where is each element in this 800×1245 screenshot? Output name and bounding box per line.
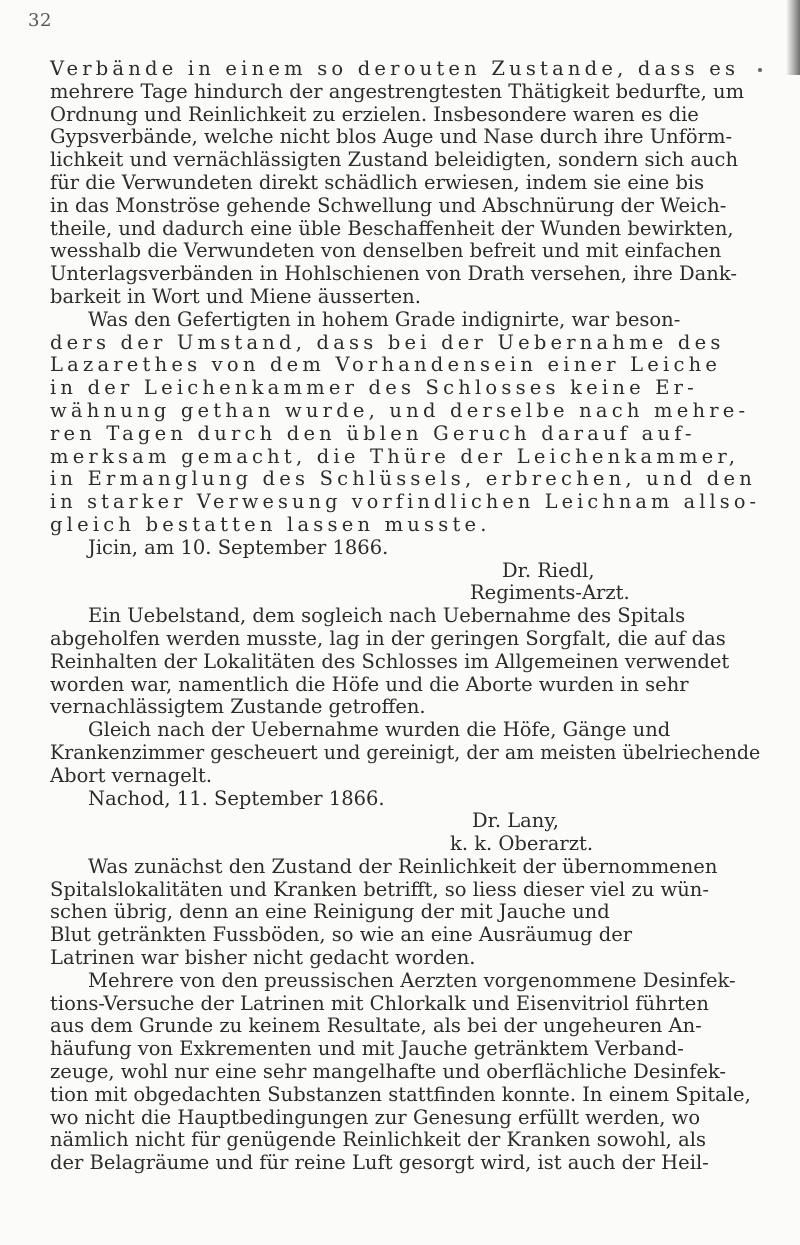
text-line: Verbände in einem so derouten Zustande, dass es — [50, 57, 740, 80]
signature-title: k. k. Oberarzt. — [450, 832, 594, 856]
text-line: Unterlagsverbänden in Hohlschienen von Drath versehen, ihre Dank- — [50, 262, 737, 286]
text-line: nämlich nicht für genügende Reinlichkeit der Kranken sowohl, als — [50, 1128, 706, 1152]
signature-place-date: Nachod, 11. September 1866. — [88, 786, 385, 810]
text-line: Spitalslokalitäten und Kranken betrifft, so liess dieser viel zu wün- — [50, 877, 709, 901]
text-line: für die Verwundeten direkt schädlich erwiesen, indem sie eine bis — [50, 170, 705, 194]
signature-place-date: Jicin, am 10. September 1866. — [88, 535, 389, 559]
text-line: mehrere Tage hindurch der angestrengtesten Thätigkeit bedurfte, um — [50, 79, 745, 103]
text-line: barkeit in Wort und Miene äusserten. — [50, 284, 421, 308]
text-line: lichkeit und vernächlässigten Zustand beleidigten, sondern sich auch — [50, 148, 739, 172]
text-line: Reinhalten der Lokalitäten des Schlosses im Allgemeinen verwendet — [50, 649, 730, 673]
text-line: theile, und dadurch eine üble Beschaffenheit der Wunden bewirkten, — [50, 216, 734, 240]
text-line: ren Tagen durch den üblen Geruch darauf auf- — [50, 421, 696, 445]
text-line: Gypsverbände, welche nicht blos Auge und Nase durch ihre Unförm- — [50, 125, 733, 149]
text-line: häufung von Exkrementen und mit Jauche getränktem Verband- — [50, 1037, 684, 1061]
text-line: in starker Verwesung vorfindlichen Leichnam allso- — [50, 490, 761, 514]
text-line: merksam gemacht, die Thüre der Leichenkammer, — [50, 444, 740, 468]
text-line: der Belagräume und für reine Luft gesorgt wird, ist auch der Heil- — [50, 1151, 709, 1175]
text-line: in das Monströse gehende Schwellung und Abschnürung der Weich- — [50, 193, 727, 217]
scan-edge-shadow — [786, 0, 800, 75]
signature-name: Dr. Lany, — [472, 809, 559, 833]
text-line: in Ermanglung des Schlüssels, erbrechen, und den — [50, 467, 756, 491]
body-text — [50, 58, 760, 1175]
text-line: gleich bestatten lassen musste. — [50, 512, 491, 536]
page-number: 32 — [28, 10, 52, 31]
text-line: Krankenzimmer gescheuert und gereinigt, der am meisten übelriechende — [50, 740, 761, 764]
signature-name: Dr. Riedl, — [502, 558, 595, 582]
text-line: in der Leichenkammer des Schlosses keine Er- — [50, 376, 698, 400]
text-line: schen übrig, denn an eine Reinigung der mit Jauche und — [50, 900, 610, 924]
text-line: Abort vernagelt. — [50, 763, 213, 787]
text-line: Was zunächst den Zustand der Reinlichkeit der übernommenen — [88, 854, 718, 878]
text-line: Lazarethes von dem Vorhandensein einer Leiche — [50, 353, 722, 377]
text-line: Latrinen war bisher nicht gedacht worden. — [50, 946, 476, 970]
text-line: Was den Gefertigten in hohem Grade indignirte, war beson- — [88, 307, 681, 331]
text-line: wesshalb die Verwundeten von denselben befreit und mit einfachen — [50, 239, 722, 263]
text-line: wo nicht die Hauptbedingungen zur Genesung erfüllt werden, wo — [50, 1105, 701, 1129]
text-line: tions-Versuche der Latrinen mit Chlorkalk und Eisenvitriol führten — [50, 991, 709, 1015]
text-line: vernachlässigtem Zustande getroffen. — [50, 695, 426, 719]
text-line: Blut getränkten Fussböden, so wie an eine Ausräumug der — [50, 923, 633, 947]
text-line: Mehrere von den preussischen Aerzten vorgenommene Desinfek- — [88, 968, 736, 992]
text-line: Ein Uebelstand, dem sogleich nach Uebernahme des Spitals — [88, 604, 686, 628]
text-line: aus dem Grunde zu keinem Resultate, als bei der ungeheuren An- — [50, 1014, 702, 1038]
text-line: abgeholfen werden musste, lag in der geringen Sorgfalt, die auf das — [50, 626, 726, 650]
text-line: wähnung gethan wurde, und derselbe nach mehre- — [50, 398, 750, 422]
text-line: Ordnung und Reinlichkeit zu erzielen. Insbesondere waren es die — [50, 102, 699, 126]
signature-title: Regiments-Arzt. — [470, 581, 630, 605]
text-line: ders der Umstand, dass bei der Uebernahme des — [50, 330, 725, 354]
text-line: tion mit obgedachten Substanzen stattfinden konnte. In einem Spitale, — [50, 1082, 751, 1106]
text-line: zeuge, wohl nur eine sehr mangelhafte und oberflächliche Desinfek- — [50, 1060, 726, 1084]
text-line: Gleich nach der Uebernahme wurden die Höfe, Gänge und — [88, 718, 671, 742]
text-line: worden war, namentlich die Höfe und die Aborte wurden in sehr — [50, 672, 689, 696]
